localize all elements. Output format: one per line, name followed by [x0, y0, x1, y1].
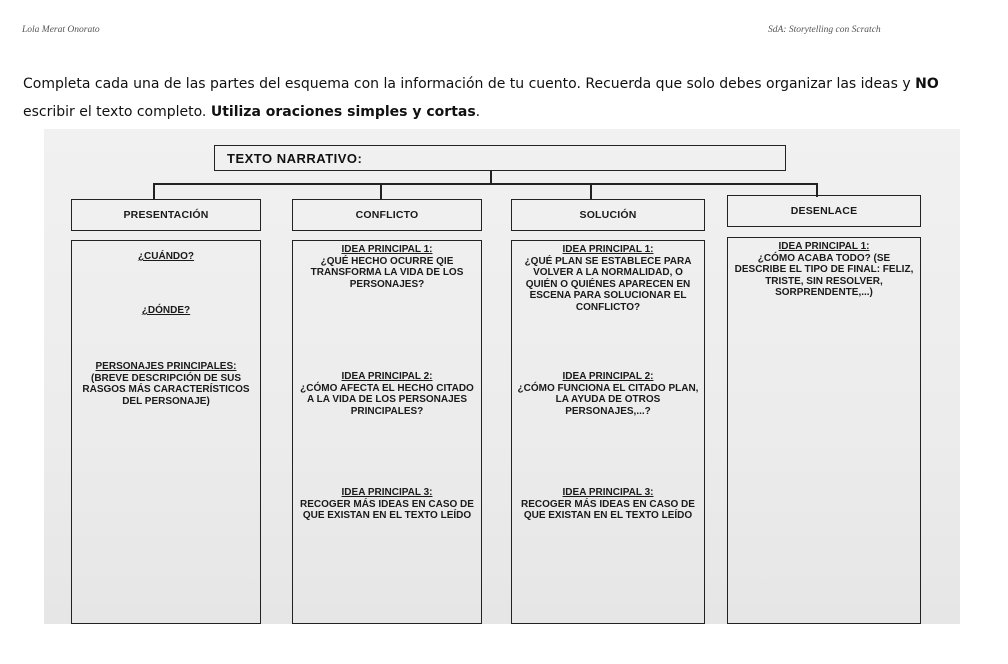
column-solucion	[511, 240, 705, 624]
instructions-emphasis-no: NO	[915, 76, 939, 92]
diagram-title-box	[214, 145, 786, 171]
block-title: IDEA PRINCIPAL 1:	[562, 244, 654, 255]
block-title: IDEA PRINCIPAL 3:	[562, 487, 654, 498]
heading-desenlace: DESENLACE	[727, 195, 921, 227]
block-idea-3	[516, 487, 700, 522]
block-idea-1	[516, 244, 700, 313]
header-author: Lola Merat Onorato	[22, 25, 100, 35]
narrative-diagram-image	[44, 129, 960, 624]
block-title: IDEA PRINCIPAL 2:	[562, 371, 654, 382]
header-doc-title: SdA: Storytelling con Scratch	[768, 25, 881, 35]
block-text: ¿QUÉ HECHO OCURRE QIE TRANSFORMA LA VIDA DE LOS PERSONAJES?	[310, 255, 464, 290]
heading-conflicto: CONFLICTO	[292, 199, 482, 231]
connector-line	[380, 183, 382, 199]
block-title: IDEA PRINCIPAL 1:	[341, 244, 433, 255]
block-donde	[76, 305, 256, 317]
column-conflicto	[292, 240, 482, 624]
instructions-text: Completa cada una de las partes del esquema con la información de tu cuento. Recuerda que solo debes organizar las ideas y	[23, 76, 916, 92]
heading-solucion: SOLUCIÓN	[511, 199, 705, 231]
block-title: IDEA PRINCIPAL 1:	[778, 241, 870, 252]
block-idea-3	[297, 487, 477, 522]
block-title: PERSONAJES PRINCIPALES:	[95, 361, 237, 372]
block-title: ¿CUÁNDO?	[137, 251, 195, 262]
heading-presentacion: PRESENTACIÓN	[71, 199, 261, 231]
block-idea-1	[732, 241, 916, 299]
block-title: IDEA PRINCIPAL 2:	[341, 371, 433, 382]
connector-line	[153, 183, 155, 199]
column-presentacion	[71, 240, 261, 624]
connector-line	[153, 183, 818, 185]
block-text: RECOGER MÁS IDEAS EN CASO DE QUE EXISTAN EN EL TEXTO LEÍDO	[521, 498, 695, 521]
block-personajes	[76, 361, 256, 407]
block-text: ¿CÓMO FUNCIONA EL CITADO PLAN, LA AYUDA DE OTROS PERSONAJES,...?	[517, 382, 699, 417]
block-text: RECOGER MÁS IDEAS EN CASO DE QUE EXISTAN EN EL TEXTO LEÍDO	[300, 498, 474, 521]
block-idea-2	[297, 371, 477, 417]
diagram-title: TEXTO NARRATIVO:	[227, 151, 363, 166]
connector-line	[590, 183, 592, 199]
block-title: IDEA PRINCIPAL 3:	[341, 487, 433, 498]
block-title: ¿DÓNDE?	[141, 305, 191, 316]
block-idea-2	[516, 371, 700, 417]
block-text: ¿QUÉ PLAN SE ESTABLECE PARA VOLVER A LA NORMALIDAD, O QUIÉN O QUIÉNES APARECEN EN ESCENA PARA SOLUCIONAR EL CONFLICTO?	[524, 255, 692, 313]
block-cuando	[76, 251, 256, 263]
instructions-text-2: escribir el texto completo.	[23, 104, 211, 120]
column-desenlace	[727, 237, 921, 624]
block-text: (BREVE DESCRIPCIÓN DE SUS RASGOS MÁS CARACTERÍSTICOS DEL PERSONAJE)	[82, 372, 250, 407]
instructions-paragraph: Completa cada una de las partes del esquema con la información de tu cuento. Recuerda que solo debes organizar las ideas y NO escribir el texto completo. Utiliza oraciones simples y cortas.	[23, 76, 939, 120]
instructions-emphasis: Utiliza oraciones simples y cortas	[210, 104, 476, 120]
connector-line	[490, 171, 492, 183]
block-text: ¿CÓMO ACABA TODO? (SE DESCRIBE EL TIPO DE FINAL: FELIZ, TRISTE, SIN RESOLVER, SORPRENDENTE,...)	[734, 252, 914, 298]
block-text: ¿CÓMO AFECTA EL HECHO CITADO A LA VIDA DE LOS PERSONAJES PRINCIPALES?	[300, 382, 474, 417]
block-idea-1	[297, 244, 477, 290]
